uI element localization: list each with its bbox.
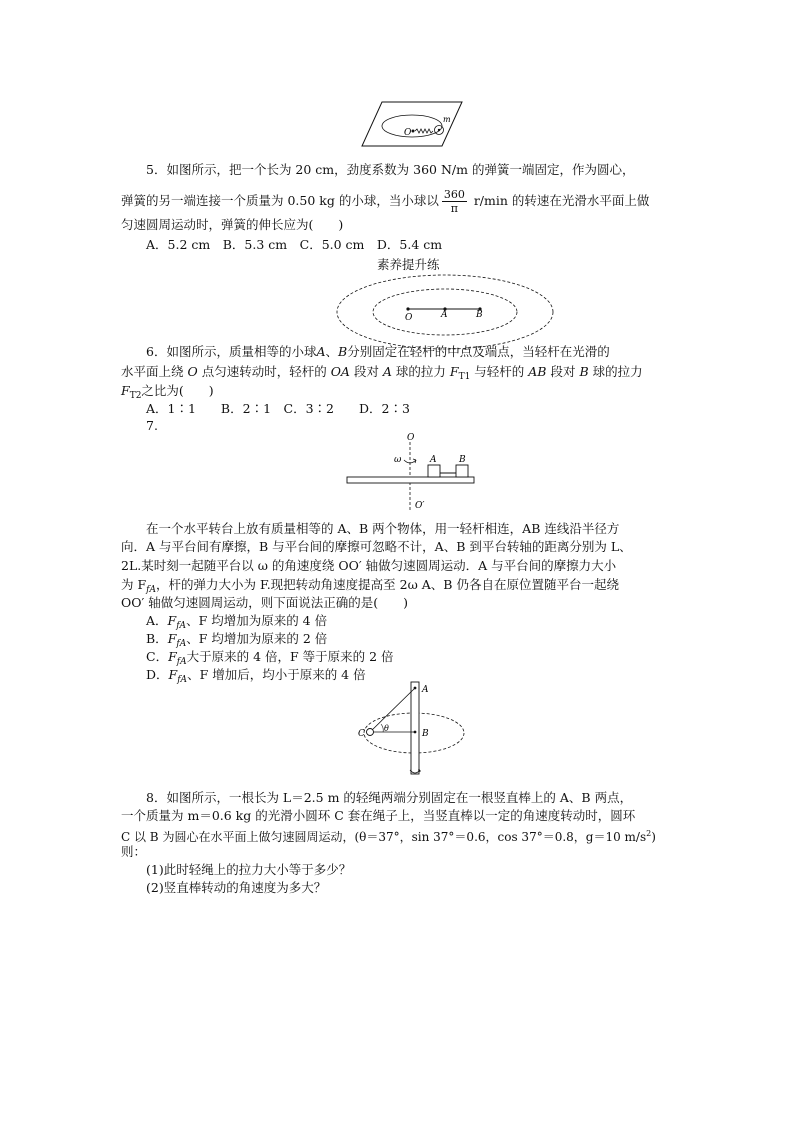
fig6-label-B: B: [476, 310, 483, 320]
q7-p5: OO′ 轴做匀速圆周运动，则下面说法正确的是( ): [121, 595, 409, 610]
q5-line2-a: 弹簧的另一端连接一个质量为 0.50 kg 的小球，当小球以: [121, 193, 439, 208]
q6-text-2g: 球的拉力: [588, 364, 643, 379]
q7-opt-c-text: 大于原来的 4 倍，F 等于原来的 2 倍: [186, 649, 394, 664]
fig8-label-B: B: [422, 729, 429, 739]
q6-var-AB: AB: [528, 364, 547, 379]
q8-line3-a: C 以 B 为圆心在水平面上做匀速圆周运动，(θ＝37°，sin 37°＝0.6，cos 37°＝0.8，g＝10 m/s: [121, 830, 647, 844]
q5-options: A．5.2 cm B．5.3 cm C．5.0 cm D．5.4 cm: [146, 237, 443, 252]
q7-opt-d-sub: fA: [177, 675, 188, 685]
q6-var-OA: OA: [330, 364, 350, 379]
q7-option-b: B．$F_{fA}$、F 均增加为原来的 2 倍: [146, 631, 328, 649]
q5-fraction: [442, 188, 467, 215]
q6-line1: [146, 344, 610, 360]
q6-line2: [121, 364, 643, 385]
q6-text-2d: 球的拉力: [391, 364, 450, 379]
q6-var-B2: B: [579, 364, 589, 379]
q6-text-2e: 与轻杆的: [470, 364, 529, 379]
fig8-label-theta: θ: [384, 724, 389, 733]
q6-var-B: B: [338, 344, 348, 359]
q8-line2: 一个质量为 m＝0.6 kg 的光滑小圆环 C 套在绳子上，当竖直棒以一定的角速度转动时，圆环: [121, 808, 636, 823]
rod-ring-figure: [354, 680, 466, 780]
q5-line2: [121, 188, 649, 215]
q5-line3: 匀速圆周运动时，弹簧的伸长应为( ): [121, 217, 344, 232]
fig7-label-O: O: [407, 433, 415, 443]
q6-options: A．1∶1 B．2∶1 C．3∶2 D．2∶3: [146, 401, 410, 416]
q8-sub2: (2)竖直棒转动的角速度为多大？: [146, 880, 327, 895]
q7-p4-a: 为 F: [121, 577, 147, 592]
turntable-figure: [344, 430, 478, 512]
q7-p3: 2L.某时刻一起随平台以 ω 的角速度绕 OO′ 轴做匀速圆周运动．A 与平台间的摩擦力大小: [121, 558, 617, 573]
q6-text-2b: 点匀速转动时，轻杆的: [197, 364, 331, 379]
q8-line4: 则：: [121, 844, 147, 859]
q7-p4-b: ，杆的弹力大小为 F.现把转动角速度提高至 2ω A、B 仍各自在原位置随平台一起绕: [156, 577, 619, 592]
fig5-label-O: O: [404, 128, 412, 138]
q6-sub-T2: T2: [129, 391, 142, 401]
q5-line2-b: r/min 的转速在光滑水平面上做: [469, 193, 650, 208]
q7-p2: 向．A 与平台间有摩擦，B 与平台间的摩擦可忽略不计，A、B 到平台转轴的距离分别为 L、: [121, 539, 632, 554]
fig7-label-omega: ω: [394, 455, 402, 465]
q6-text-3b: 之比为( ): [141, 383, 214, 398]
q7-option-c: C．$F_{fA}$大于原来的 4 倍，F 等于原来的 2 倍: [146, 649, 394, 667]
q7-opt-c-sub: fA: [176, 657, 187, 667]
section-title: 素养提升练: [377, 257, 440, 272]
fig6-label-O: O: [405, 313, 413, 323]
fig5-label-m: m: [443, 115, 451, 124]
q6-var-F2: F: [121, 383, 130, 398]
q7-opt-a-label: A．: [146, 613, 168, 628]
q6-text-b: 分别固定在轻杆的中点及端点，当轻杆在光滑的: [347, 344, 610, 359]
fig7-label-Oprime: O′: [415, 501, 425, 511]
q6-var-O: O: [187, 364, 198, 379]
q7-opt-d-text: 、F 增加后，均小于原来的 4 倍: [187, 667, 366, 682]
q6-sep: 、: [325, 344, 339, 359]
q7-opt-b-text: 、F 均增加为原来的 2 倍: [186, 631, 328, 646]
q6-text-2a: 水平面上绕: [121, 364, 188, 379]
q7-opt-b-label: B．: [146, 631, 168, 646]
q7-opt-a-text: 、F 均增加为原来的 4 倍: [186, 613, 328, 628]
q6-sub-T1: T1: [458, 372, 471, 382]
q6-text-2c: 段对: [349, 364, 383, 379]
q5-line1: 5．如图所示，把一个长为 20 cm，劲度系数为 360 N/m 的弹簧一端固定，作为圆心，: [146, 162, 635, 177]
q7-opt-a-sub: fA: [176, 621, 187, 631]
q7-opt-c-label: C．: [146, 649, 169, 664]
q6-var-F1: F: [449, 364, 459, 379]
q6-text-2f: 段对: [546, 364, 580, 379]
rod-rotation-figure: [335, 272, 557, 352]
fig8-label-A: A: [422, 685, 429, 695]
q5-frac-den: π: [450, 202, 458, 215]
fig6-label-A: A: [441, 310, 448, 320]
q6-var-A: A: [316, 344, 326, 359]
fig7-label-B: B: [459, 455, 466, 465]
q8-line3: [121, 826, 656, 845]
fig7-label-A: A: [430, 455, 437, 465]
spring-ball-figure: [360, 100, 464, 148]
q6-var-A2: A: [382, 364, 392, 379]
q7-option-d: D．$F_{fA}$、F 增加后，均小于原来的 4 倍: [146, 667, 366, 685]
q6-text-a: 6．如图所示，质量相等的小球: [146, 344, 317, 359]
q7-opt-b-sub: fA: [176, 639, 187, 649]
q7-opt-d-label: D．: [146, 667, 169, 682]
q5-frac-num: 360: [443, 188, 465, 201]
q8-superscript: 2: [646, 829, 652, 838]
q7-p1: 在一个水平转台上放有质量相等的 A、B 两个物体，用一轻杆相连，AB 连线沿半径方: [146, 521, 620, 536]
q8-line3-b: ): [651, 830, 656, 844]
q8-sub1: (1)此时轻绳上的拉力大小等于多少？: [146, 862, 352, 877]
q7-number: 7.: [146, 418, 158, 433]
q7-option-a: A．$F_{fA}$、F 均增加为原来的 4 倍: [146, 613, 328, 631]
q8-line1: 8．如图所示，一根长为 L＝2.5 m 的轻绳两端分别固定在一根竖直棒上的 A、B 两点，: [146, 790, 633, 805]
q7-sub-fA: fA: [146, 585, 156, 595]
fig8-label-C: C: [358, 729, 365, 739]
